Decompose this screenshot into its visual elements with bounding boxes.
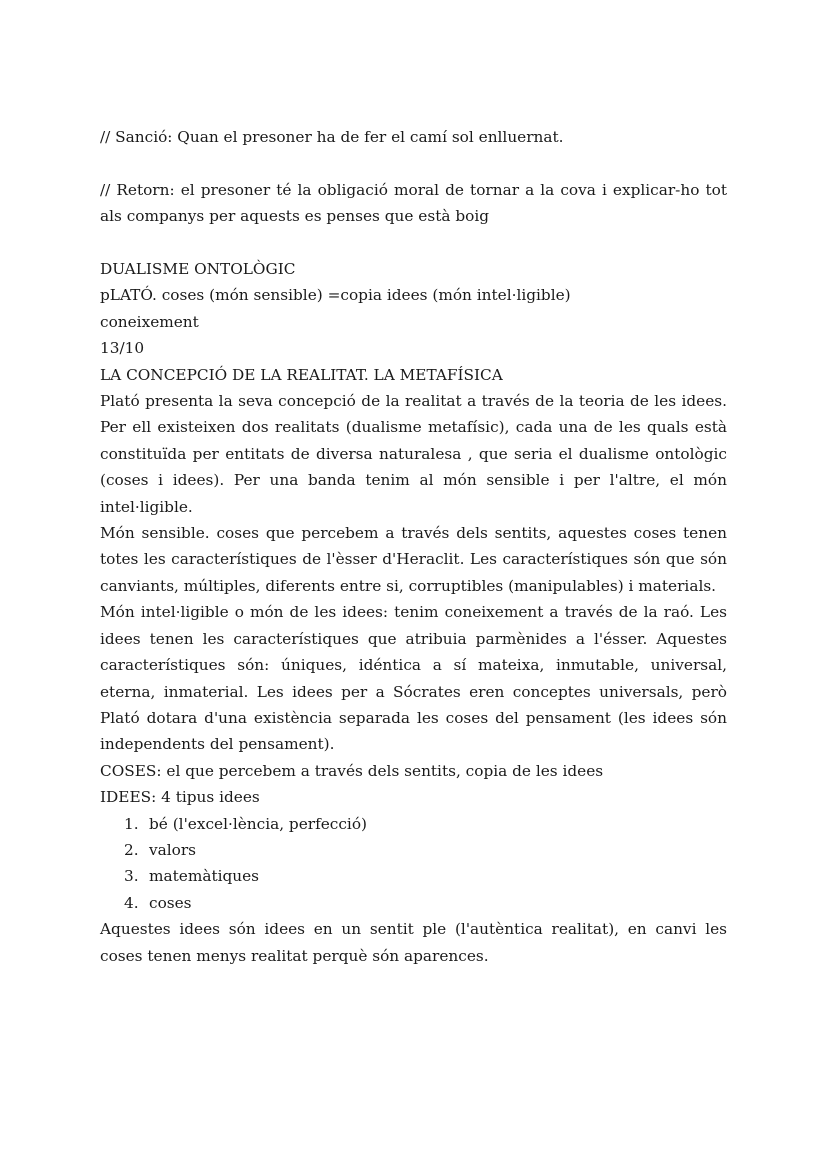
list-item — [124, 890, 727, 916]
paragraph-intro: Plató presenta la seva concepció de la realitat a través de la teoria de les idees. Per ell existeixen dos realitats (dualisme metafísic), cada una de les quals està constituïda per entitats de diversa naturalesa , que seria el dualisme ontològic (coses i idees). Per una banda tenim al món sensible i per l'altre, el món intel·ligible. — [100, 392, 727, 516]
list-item-text: valors — [149, 840, 197, 859]
section-title: LA CONCEPCIÓ DE LA REALITAT. LA METAFÍSICA — [100, 365, 503, 384]
date-line: 13/10 — [100, 339, 145, 358]
list-item-text: coses — [149, 893, 192, 912]
coneixement-line: coneixement — [100, 312, 199, 331]
list-item — [124, 811, 727, 837]
plato-line: pLATÓ. coses (món sensible) =copia idees (món intel·ligible) — [100, 286, 571, 305]
list-item-text: bé (l'excel·lència, perfecció) — [149, 814, 368, 833]
note-sancio: // Sanció: Quan el presoner ha de fer el camí sol enlluernat. — [100, 128, 564, 146]
paragraph-coses: COSES: el que percebem a través dels sentits, copia de les idees — [100, 761, 604, 780]
list-item-number: 1. — [124, 814, 139, 833]
list-item-number: 4. — [124, 893, 139, 912]
paragraph-mon-sensible: Món sensible. coses que percebem a través dels sentits, aquestes coses tenen totes les característiques de l'èsser d'Heraclit. Les característiques són que són canviants, múltiples, diferents entre si, corruptibles (manipulables) i materials. — [100, 524, 727, 595]
spacer — [100, 150, 727, 176]
list-item-number: 2. — [124, 840, 139, 859]
paragraph-mon-intelligible: Món intel·ligible o món de les idees: tenim coneixement a través de la raó. Les idees tenen les característiques que atribuia parmènides a l'ésser. Aquestes característiques són: úniques, idéntica a sí mateixa, inmutable, universal, eterna, inmaterial. Les idees per a Sócrates eren conceptes universals, però Plató dotara d'una existència separada les coses del pensament (les idees són independents del pensament). — [100, 603, 727, 754]
document-page — [100, 124, 727, 969]
list-item — [124, 837, 727, 863]
heading-dualisme: DUALISME ONTOLÒGIC — [100, 260, 296, 278]
list-item — [124, 863, 727, 889]
list-item-number: 3. — [124, 867, 139, 886]
paragraph-closing: Aquestes idees són idees en un sentit ple (l'autèntica realitat), en canvi les coses tenen menys realitat perquè són aparences. — [100, 920, 727, 965]
note-retorn: // Retorn: el presoner té la obligació moral de tornar a la cova i explicar-ho tot als companys per aquests es penses que està boig — [100, 180, 727, 226]
paragraph-idees: IDEES: 4 tipus idees — [100, 788, 260, 807]
idea-types-list — [100, 811, 727, 917]
list-item-text: matemàtiques — [149, 867, 260, 886]
spacer — [100, 230, 727, 256]
